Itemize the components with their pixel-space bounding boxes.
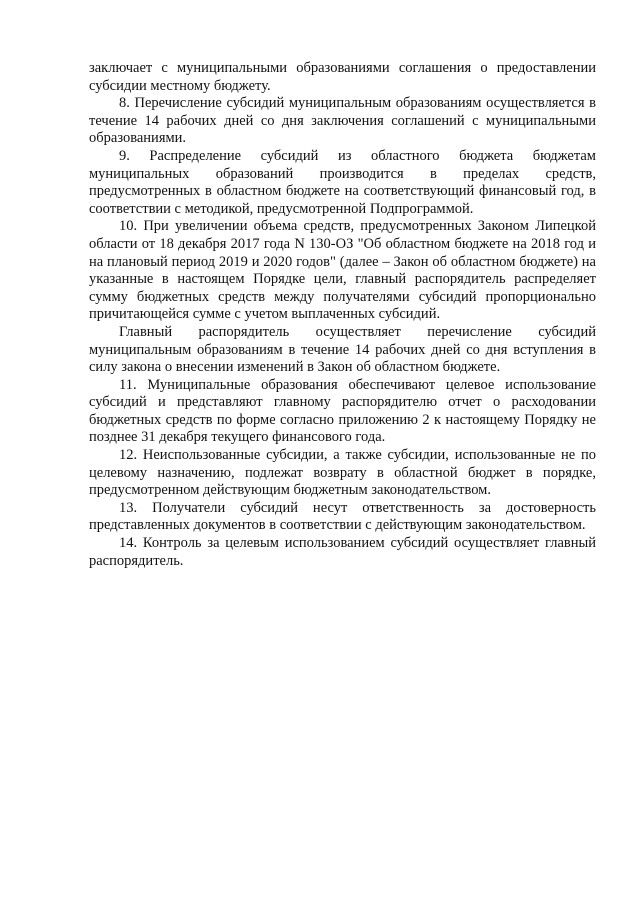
paragraph-continuation: заключает с муниципальными образованиями соглашения о предоставлении субсидии местному бюджету. bbox=[89, 60, 596, 94]
paragraph-item-9: 9. Распределение субсидий из областного бюджета бюджетам муниципальных образований производится в пределах средств, предусмотренных в областном бюджете на соответствующий финансовый год, в соответствии с методикой, предусмотренной Подпрограммой. bbox=[89, 147, 596, 217]
paragraph-item-13: 13. Получатели субсидий несут ответственность за достоверность представленных документов в соответствии с действующим законодательством. bbox=[89, 499, 596, 534]
paragraph-item-11: 11. Муниципальные образования обеспечивают целевое использование субсидий и представляют главному распорядителю отчет о расходовании бюджетных средств по форме согласно приложению 2 к настоящему Порядку не позднее 31 декабря текущего финансового года. bbox=[89, 376, 596, 446]
paragraph-item-8: 8. Перечисление субсидий муниципальным образованиям осуществляется в течение 14 рабочих дней со дня заключения соглашений с муниципальными образованиями. bbox=[89, 95, 596, 147]
paragraph-item-12: 12. Неиспользованные субсидии, а также субсидии, использованные не по целевому назначению, подлежат возврату в областной бюджет в порядке, предусмотренном действующим бюджетным законодательством. bbox=[89, 447, 596, 499]
paragraph-item-10-continued: Главный распорядитель осуществляет перечисление субсидий муниципальным образованиям в течение 14 рабочих дней со дня вступления в силу закона о внесении изменений в Закон об областном бюджете. bbox=[89, 323, 596, 376]
paragraph-item-10: 10. При увеличении объема средств, предусмотренных Законом Липецкой области от 18 декабря 2017 года N 130-ОЗ "Об областном бюджете на 2018 год и на плановый период 2019 и 2020 годов" (далее – Закон об областном бюджете) на указанные в настоящем Порядке цели, главный распорядитель распределяет сумму бюджетных средств между получателями субсидий пропорционально причитающейся сумме с учетом выплаченных субсидий. bbox=[89, 218, 596, 323]
paragraph-item-14: 14. Контроль за целевым использованием субсидий осуществляет главный распорядитель. bbox=[89, 535, 596, 569]
document-page bbox=[89, 60, 596, 570]
